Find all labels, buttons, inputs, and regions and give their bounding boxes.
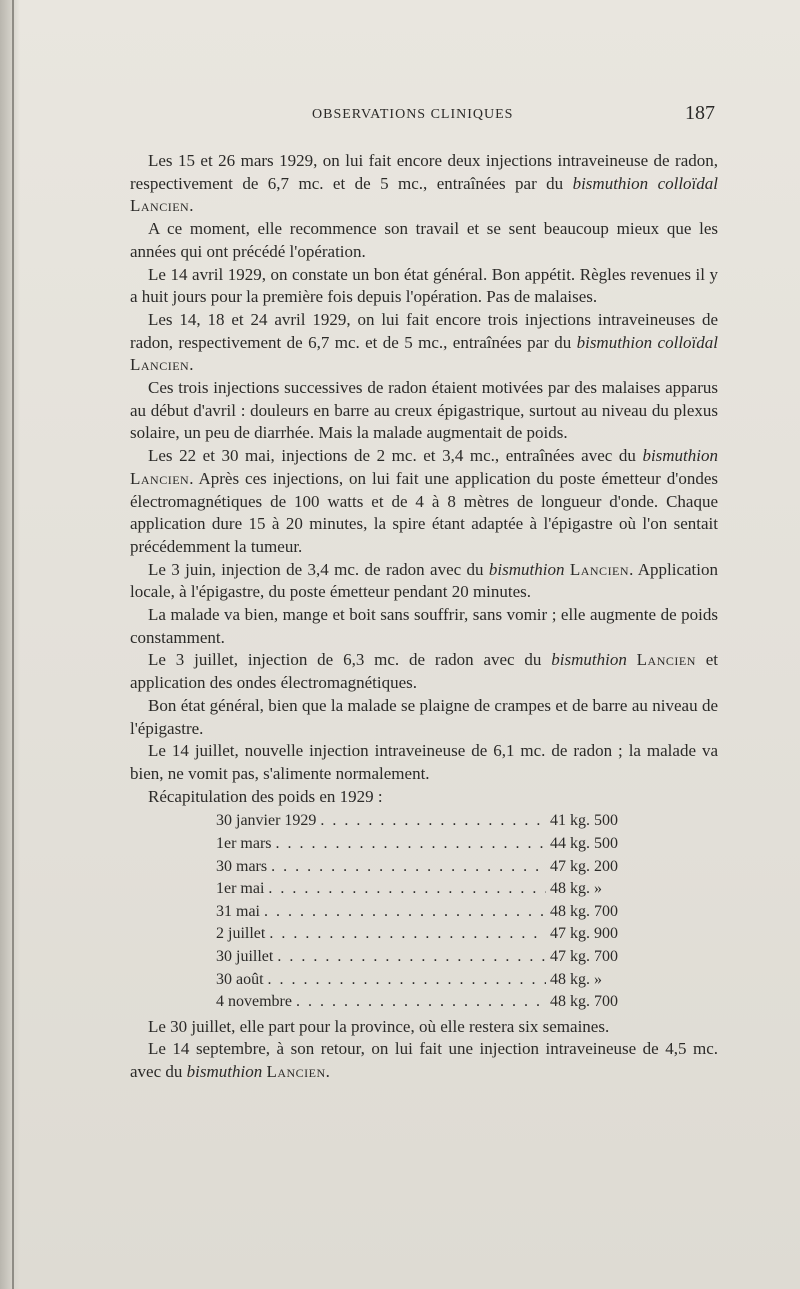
product-name: bismuthion — [186, 1062, 263, 1082]
paragraph — [130, 559, 718, 604]
dot-leader — [268, 878, 546, 901]
author-name: Lancien — [569, 559, 630, 579]
dot-leader — [268, 969, 546, 992]
product-name: bismuthion — [551, 650, 627, 670]
text-run: Récapitulation des poids en 1929 : — [148, 786, 383, 806]
weight-date: 1er mars — [216, 834, 272, 852]
weight-value: 48 kg. » — [550, 970, 602, 988]
paragraph — [130, 150, 718, 218]
weight-row — [216, 878, 646, 901]
text-run: . Après ces injections, on lui fait une application du poste émetteur d'ondes électromagnétiques de 100 watts et de 4 à 8 mètres de longueur d'onde. Chaque application dure 15 à 20 minutes, la spire étant adaptée à l'épigastre où l'on sentait précédemment la tumeur. — [130, 468, 718, 556]
page-binding-shadow — [0, 0, 20, 1289]
dot-leader — [296, 991, 546, 1014]
text-run: . — [189, 196, 194, 216]
weight-value: 48 kg. 700 — [550, 902, 618, 920]
dot-leader — [264, 901, 546, 924]
body-text — [130, 150, 718, 1084]
weight-value: 41 kg. 500 — [550, 812, 618, 830]
paragraph — [130, 377, 718, 445]
weight-value: 48 kg. » — [550, 880, 602, 898]
text-run: La malade va bien, mange et boit sans souffrir, sans vomir ; elle augmente de poids constamment. — [130, 605, 718, 647]
text-run: Le 14 juillet, nouvelle injection intraveineuse de 6,1 mc. de radon ; la malade va bien, ne vomit pas, s'alimente normalement. — [130, 741, 718, 783]
weight-date: 30 mars — [216, 857, 268, 875]
weight-date: 30 juillet — [216, 947, 274, 965]
weight-date: 4 novembre — [216, 993, 292, 1011]
text-run: A ce moment, elle recommence son travail et se sent beaucoup mieux que les années qui ont précédé l'opération. — [130, 219, 718, 261]
text-run: Le 30 juillet, elle part pour la province, où elle restera six semaines. — [148, 1016, 610, 1036]
paragraph — [130, 695, 718, 740]
paragraph — [130, 786, 718, 809]
text-run: Ces trois injections successives de radon étaient motivées par des malaises apparus au début d'avril : douleurs en barre au creux épigastrique, surtout au niveau du plexus solaire, un peu de diarrhée. Mais la malade augmentait de poids. — [130, 378, 718, 443]
product-name: bismuthion — [488, 559, 565, 579]
weight-row — [216, 969, 646, 992]
weight-recap-list — [130, 810, 718, 1013]
closing-paragraphs — [130, 1016, 718, 1084]
text-run: . — [189, 355, 194, 375]
text-run: . Application locale, à l'épigastre, du poste émetteur pendant 20 minutes. — [130, 559, 719, 602]
weight-date: 1er mai — [216, 880, 265, 898]
text-run: Les 22 et 30 mai, injections de 2 mc. et 3,4 mc., entraînées avec du — [148, 446, 643, 466]
weight-value: 48 kg. 700 — [550, 993, 618, 1011]
paragraph — [130, 740, 718, 785]
dot-leader — [269, 923, 546, 946]
author-name: Lancien — [130, 355, 190, 375]
page-header — [130, 102, 715, 130]
text-run: Les 14, 18 et 24 avril 1929, on lui fait encore trois injections intraveineuses de radon, respectivement de 6,7 mc. et de 5 mc., entraînées par du — [130, 309, 718, 352]
paragraph-group — [130, 150, 718, 808]
weight-date: 30 janvier 1929 — [216, 812, 317, 830]
paragraph — [130, 264, 718, 309]
weight-row — [216, 991, 646, 1014]
author-name: Lancien — [130, 468, 190, 488]
dot-leader — [276, 833, 546, 856]
weight-row — [216, 901, 646, 924]
dot-leader — [320, 810, 546, 833]
text-run — [627, 650, 637, 669]
text-run: Les 15 et 26 mars 1929, on lui fait encore deux injections intraveineuse de radon, respectivement de 6,7 mc. et de 5 mc., entraînées par du — [130, 151, 718, 193]
text-run: . — [325, 1062, 330, 1082]
weight-value: 47 kg. 900 — [550, 925, 618, 943]
weight-row — [216, 946, 646, 969]
text-run: Le 14 septembre, à son retour, on lui fait une injection intraveineuse de 4,5 mc. avec du — [130, 1039, 718, 1082]
product-name: bismuthion colloïdal — [572, 173, 719, 193]
weight-value: 44 kg. 500 — [550, 834, 618, 852]
paragraph — [130, 445, 718, 559]
binding-edge — [12, 0, 14, 1289]
weight-value: 47 kg. 700 — [550, 947, 618, 965]
page-number: 187 — [685, 102, 715, 124]
text-run: Le 3 juin, injection de 3,4 mc. de radon avec du — [148, 559, 489, 579]
paragraph — [130, 1016, 718, 1039]
paragraph — [130, 604, 718, 649]
text-run: et application des ondes électromagnétiques. — [130, 650, 718, 693]
weight-value: 47 kg. 200 — [550, 857, 618, 875]
text-run: Bon état général, bien que la malade se plaigne de crampes et de barre au niveau de l'épigastre. — [130, 695, 718, 738]
dot-leader — [271, 856, 546, 879]
paragraph — [130, 649, 718, 694]
text-run: Le 3 juillet, injection de 6,3 mc. de radon avec du — [148, 650, 552, 670]
author-name: Lancien — [636, 650, 696, 670]
product-name: bismuthion — [642, 446, 718, 466]
weight-date: 30 août — [216, 970, 264, 988]
weight-date: 2 juillet — [216, 925, 266, 943]
product-name: bismuthion colloïdal — [576, 332, 718, 352]
weight-date: 31 mai — [216, 902, 260, 920]
author-name: Lancien — [130, 196, 190, 216]
weight-row — [216, 923, 646, 946]
paragraph — [130, 218, 718, 263]
weight-row — [216, 856, 646, 879]
paragraph — [130, 1038, 718, 1083]
dot-leader — [277, 946, 546, 969]
weight-row — [216, 810, 646, 833]
running-head: OBSERVATIONS CLINIQUES — [312, 107, 514, 122]
weight-row — [216, 833, 646, 856]
author-name: Lancien — [266, 1062, 326, 1082]
text-run: Le 14 avril 1929, on constate un bon état général. Bon appétit. Règles revenues il y a huit jours pour la première fois depuis l'opération. Pas de malaises. — [130, 264, 718, 307]
paragraph — [130, 309, 718, 377]
